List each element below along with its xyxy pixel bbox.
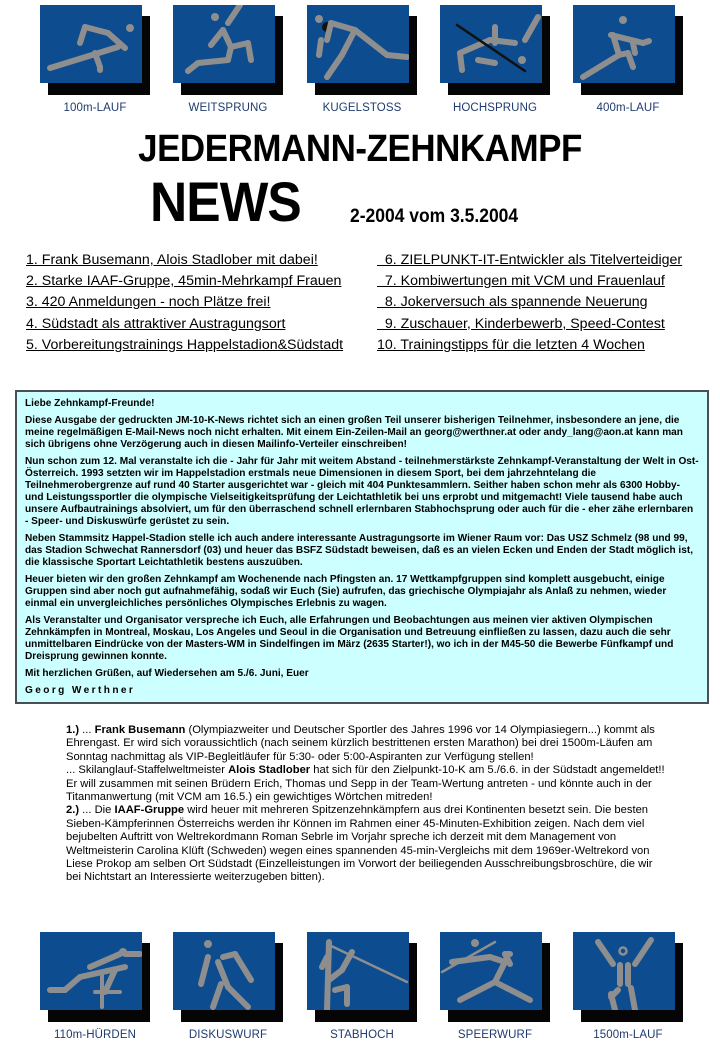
icon-1500m-lauf <box>573 932 693 1042</box>
sprinter-icon <box>40 5 142 83</box>
icon-label: 400m-LAUF <box>596 102 660 114</box>
text: ... Skilanglauf-Staffelweltmeister <box>66 764 229 777</box>
long-jump-icon <box>173 5 275 83</box>
article-item-1b <box>66 764 666 804</box>
toc-link-8[interactable]: 8. Jokerversuch als spannende Neuerung <box>377 294 648 311</box>
article-item-1 <box>66 724 666 764</box>
top-icon-row <box>0 5 720 115</box>
icon-label: 1500m-LAUF <box>593 1029 663 1041</box>
icon-110m-huerden <box>40 932 160 1042</box>
toc-link-1[interactable]: 1. Frank Busemann, Alois Stadlober mit dabei! <box>26 252 318 268</box>
masthead-title: JEDERMANN-ZEHNKAMPF <box>138 128 582 170</box>
issue-date: 2-2004 vom 3.5.2004 <box>350 206 519 227</box>
letter-paragraph: Als Veranstalter und Organisator verspreche ich Euch, alle Erfahrungen und Beobachtungen aus meinen vier aktiven Olympischen Zehnkämpfen in Montreal, Moskau, Los Angeles und Seoul in die Organisation und Betreuung einfließen zu lassen, dazu auch die sehr unmittelbaren Eindrücke von der Masters-WM in Sindelfingen im März (2635 Starter!), wo ich in der M45-50 die Bewerbe Fünfkampf und Dreisprung gewinnen konnte. <box>25 615 674 662</box>
icon-weitsprung <box>173 5 293 115</box>
article-item-2 <box>66 804 666 884</box>
icon-400m-lauf <box>573 5 693 115</box>
high-jump-icon <box>440 5 542 83</box>
letter-paragraph: Heuer bieten wir den großen Zehnkampf am Wochenende nach Pfingsten an. 17 Wettkampfgruppen sind komplett ausgebucht, einige Gruppen sind aber noch gut aufnahmefähig, sodaß wir Euch (Sie) aufrufen, das griechische Olympiajahr als Anlaß zu nehmen, wieder einmal ein unvergleichliches persönliches Olympisches Erlebnis zu wagen. <box>25 574 667 609</box>
item-number: 2.) <box>66 804 80 817</box>
letter-greeting: Liebe Zehnkampf-Freunde! <box>25 398 155 409</box>
icon-label: 100m-LAUF <box>63 102 127 114</box>
hurdles-icon <box>40 932 142 1010</box>
icon-diskuswurf <box>173 932 293 1042</box>
icon-hochsprung <box>440 5 560 115</box>
letter-paragraph: Neben Stammsitz Happel-Stadion stelle ich auch andere interessante Austragungsorte im Wiener Raum vor: Das USZ Schmelz (98 und 99, das Stadion Schwechat Rannersdorf (03) und heuer das BSFZ Südstadt beweisen, daß es an vielen Ecken und Enden der Stadt möglich ist, die klassische Sportart Leichtathletik bestens auszuüben. <box>25 533 694 568</box>
runner-icon <box>573 5 675 83</box>
letter-paragraph: Diese Ausgabe der gedruckten JM-10-K-News richtet sich an einen großen Teil unserer bisherigen Teilnehmer, insbesondere an jene, die meine regelmäßigen E-Mail-News noch nicht erhalten. Mit einem Ein-Zeilen-Mail an georg@werthner.at oder andy_lang@aon.at kann man sich übrigens ohne Verzögerung auch in diesen Mailinfo-Verteiler einschreiben! <box>25 415 683 450</box>
article-body <box>66 724 666 885</box>
toc-left-column <box>26 250 343 356</box>
toc-link-3[interactable]: 3. 420 Anmeldungen - noch Plätze frei! <box>26 294 271 311</box>
icon-speerwurf <box>440 932 560 1042</box>
toc-link-6[interactable]: 6. ZIELPUNKT-IT-Entwickler als Titelverteidiger <box>377 252 683 268</box>
person-name: Frank Busemann <box>94 724 186 736</box>
finish-runner-icon <box>573 932 675 1010</box>
icon-kugelstoss <box>307 5 427 115</box>
person-name: Alois Stadlober <box>228 764 311 777</box>
pole-vault-icon <box>307 932 409 1010</box>
toc-link-7[interactable]: 7. Kombiwertungen mit VCM und Frauenlauf <box>377 273 665 290</box>
icon-stabhoch <box>307 932 427 1042</box>
editor-letter-box <box>15 390 709 704</box>
toc-link-10[interactable]: 10. Trainingstipps für die letzten 4 Wochen <box>377 336 645 353</box>
icon-label: WEITSPRUNG <box>188 102 268 114</box>
letter-closing: Mit herzlichen Grüßen, auf Wiedersehen am 5./6. Juni, Euer <box>25 668 309 679</box>
toc-right-column <box>377 250 682 356</box>
text: ... Die <box>79 804 115 817</box>
text: hat sich für den Zielpunkt-10-K am 5./6.6. in der Südstadt angemeldet!! Er will zusammen mit seinen Brüdern Erich, Thomas und Sepp in der Team-Wertung antreten - und könnte auch in der Titanmanwertung (mit VCM am 16.5.) ein gewichtiges Wörtchen mitreden! <box>66 764 665 804</box>
toc-link-9[interactable]: 9. Zuschauer, Kinderbewerb, Speed-Contest <box>377 315 665 332</box>
icon-label: 110m-HÜRDEN <box>53 1029 137 1041</box>
group-name: IAAF-Gruppe <box>114 804 185 817</box>
masthead-news: NEWS <box>150 170 301 233</box>
letter-signature: Georg Werthner <box>25 685 136 696</box>
shot-put-icon <box>307 5 409 83</box>
item-number: 1.) <box>66 724 80 736</box>
text: wird heuer mit mehreren Spitzenzehnkämpfern aus drei Kontinenten besetzt sein. Die besten Sieben-Kämpferinnen Österreichs werden ihr Können im Rahmen einer 45-Minuten-Exhibition zeigen. Nach dem viel bejubelten Auftritt von Weltrekordmann Roman Sebrle im Vorjahr spreche ich derzeit mit dem Management von Weltmeisterin Carolina Klüft (Schweden) wegen eines spannenden 45-min-Vergleichs mit dem 1969er-Weltrekord von Liese Prokop am selben Ort Südstadt (Einzelleistungen im Vorwort der beiliegenden Ausschreibungsbroschüre, die wir bei Nichtstart an Interessierte weiterzugeben bitten). <box>66 804 653 884</box>
icon-label: SPEERWURF <box>457 1029 533 1041</box>
icon-100m-lauf <box>40 5 160 115</box>
javelin-icon <box>440 932 542 1010</box>
text: ... <box>79 724 95 736</box>
icon-label: STABHOCH <box>330 1029 394 1041</box>
icon-label: HOCHSPRUNG <box>452 102 538 114</box>
letter-paragraph: Nun schon zum 12. Mal veranstalte ich die - Jahr für Jahr mit weitem Abstand - teilnehmerstärkste Zehnkampf-Veranstaltung der Welt in Ost-Österreich. 1993 setzten wir im Happelstadion erstmals neue Dimensionen in diesem Sport, bei dem jahrzehntelang die Teilnehmerobergrenze auf rund 40 Starter ausgerichtet war - gleich mit 404 Punktesammlern. Seither haben schon mehr als 6300 Hobby- und Leistungssportler die olympische Vielseitigkeitsprüfung der Leichtathletik bei uns erprobt und mitgemacht! Viele tausend habe auch unsere Aufbautrainings absolviert, um für den überraschend schnell erlernbaren Stabhochsprung oder auch für die - eher zähe erlernbaren - Speer- und Diskuswürfe gerüstet zu sein. <box>25 456 699 527</box>
toc-link-4[interactable]: 4. Südstadt als attraktiver Austragungsort <box>26 315 286 332</box>
icon-label: KUGELSTOSS <box>322 102 402 114</box>
toc-link-2[interactable]: 2. Starke IAAF-Gruppe, 45min-Mehrkampf Frauen <box>26 273 342 290</box>
text: (Olympiazweiter und Deutscher Sportler des Jahres 1996 vor 14 Olympiasiegern...) kommt als Ehrengast. Er wird sich voraussichtlich (nach seinem kürzlich bestrittenen ersten Marathon) bei drei 1500m-Läufen am Sonntag nachmittag als VIP-Begleitläufer für 5:30- oder 5:00-Aspiranten zur Verfügung stellen! <box>66 724 655 763</box>
bottom-icon-row <box>0 932 720 1042</box>
toc-link-5[interactable]: 5. Vorbereitungstrainings Happelstadion&Südstadt <box>26 336 344 353</box>
discus-icon <box>173 932 275 1010</box>
icon-label: DISKUSWURF <box>188 1029 268 1041</box>
